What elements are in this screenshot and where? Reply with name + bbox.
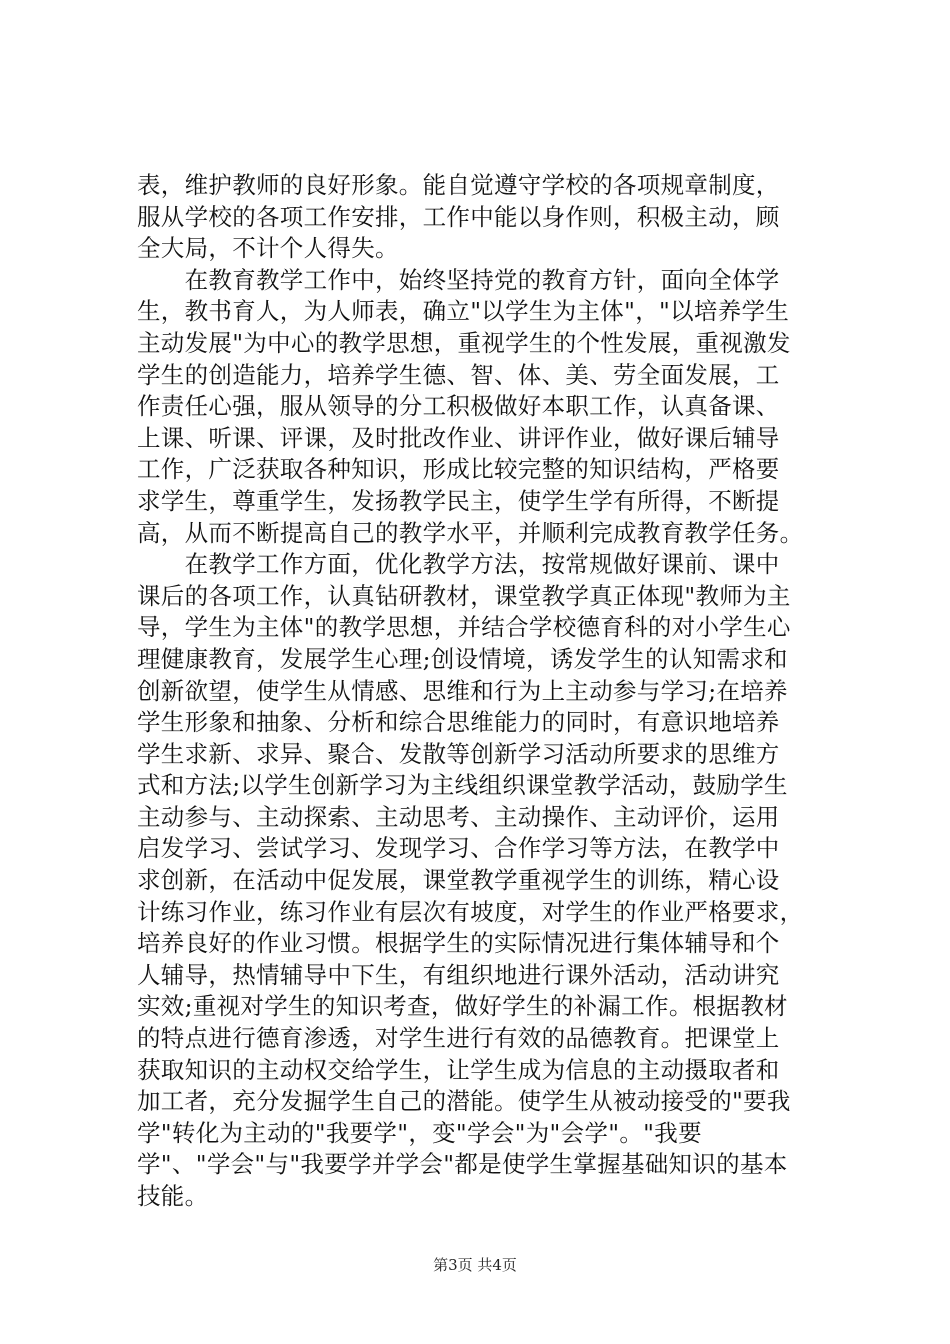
text-line: 学生形象和抽象、分析和综合思维能力的同时，有意识地培养	[137, 708, 780, 737]
text-line: 获取知识的主动权交给学生，让学生成为信息的主动摄取者和	[137, 1055, 780, 1084]
text-line: 主动参与、主动探索、主动思考、主动操作、主动评价，运用	[137, 802, 780, 831]
text-line: 课后的各项工作，认真钻研教材，课堂教学真正体现"教师为主	[137, 581, 791, 610]
text-line: 在教学工作方面，优化教学方法，按常规做好课前、课中	[137, 550, 780, 579]
text-line: 的特点进行德育渗透，对学生进行有效的品德教育。把课堂上	[137, 1024, 780, 1053]
text-line: 创新欲望，使学生从情感、思维和行为上主动参与学习;在培养	[137, 676, 788, 705]
text-line: 表，维护教师的良好形象。能自觉遵守学校的各项规章制度，	[137, 171, 780, 199]
text-line: 式和方法;以学生创新学习为主线组织课堂教学活动，鼓励学生	[137, 771, 788, 800]
text-line: 导，学生为主体"的教学思想，并结合学校德育科的对小学生心	[137, 613, 791, 642]
text-line: 求创新，在活动中促发展，课堂教学重视学生的训练，精心设	[137, 866, 780, 895]
text-line: 学生求新、求异、聚合、发散等创新学习活动所要求的思维方	[137, 739, 780, 768]
text-line: 生，教书育人，为人师表，确立"以学生为主体"，"以培养学生	[137, 297, 790, 326]
text-line: 上课、听课、评课，及时批改作业、讲评作业，做好课后辅导	[137, 423, 780, 452]
text-line: 启发学习、尝试学习、发现学习、合作学习等方法，在教学中	[137, 834, 780, 863]
text-line: 理健康教育，发展学生心理;创设情境，诱发学生的认知需求和	[137, 644, 788, 673]
text-line: 人辅导，热情辅导中下生，有组织地进行课外活动，活动讲究	[137, 960, 780, 989]
text-line: 主动发展"为中心的教学思想，重视学生的个性发展，重视激发	[137, 328, 791, 357]
text-line: 全大局，不计个人得失。	[137, 234, 399, 263]
text-line: 实效;重视对学生的知识考查，做好学生的补漏工作。根据教材	[137, 992, 788, 1021]
text-line: 高，从而不断提高自己的教学水平，并顺利完成教育教学任务。	[137, 518, 804, 547]
text-line: 作责任心强，服从领导的分工积极做好本职工作，认真备课、	[137, 392, 780, 421]
text-line: 求学生，尊重学生，发扬教学民主，使学生学有所得，不断提	[137, 486, 780, 515]
document-body	[137, 170, 827, 1213]
text-line: 学"、"学会"与"我要学并学会"都是使学生掌握基础知识的基本	[137, 1150, 788, 1179]
text-line: 技能。	[137, 1182, 209, 1210]
text-line: 计练习作业，练习作业有层次有坡度，对学生的作业严格要求，	[137, 897, 804, 926]
text-line: 培养良好的作业习惯。根据学生的实际情况进行集体辅导和个	[137, 929, 780, 958]
text-line: 服从学校的各项工作安排，工作中能以身作则，积极主动，顾	[137, 202, 780, 231]
text-line: 工作，广泛获取各种知识，形成比较完整的知识结构，严格要	[137, 455, 780, 484]
text-line: 在教育教学工作中，始终坚持党的教育方针，面向全体学	[137, 265, 780, 294]
page-footer: 第3页 共4页	[433, 1256, 517, 1274]
text-line: 学"转化为主动的"我要学"，变"学会"为"会学"。"我要	[137, 1118, 702, 1147]
text-line: 学生的创造能力，培养学生德、智、体、美、劳全面发展，工	[137, 360, 780, 389]
text-line: 加工者，充分发掘学生自己的潜能。使学生从被动接受的"要我	[137, 1087, 791, 1116]
